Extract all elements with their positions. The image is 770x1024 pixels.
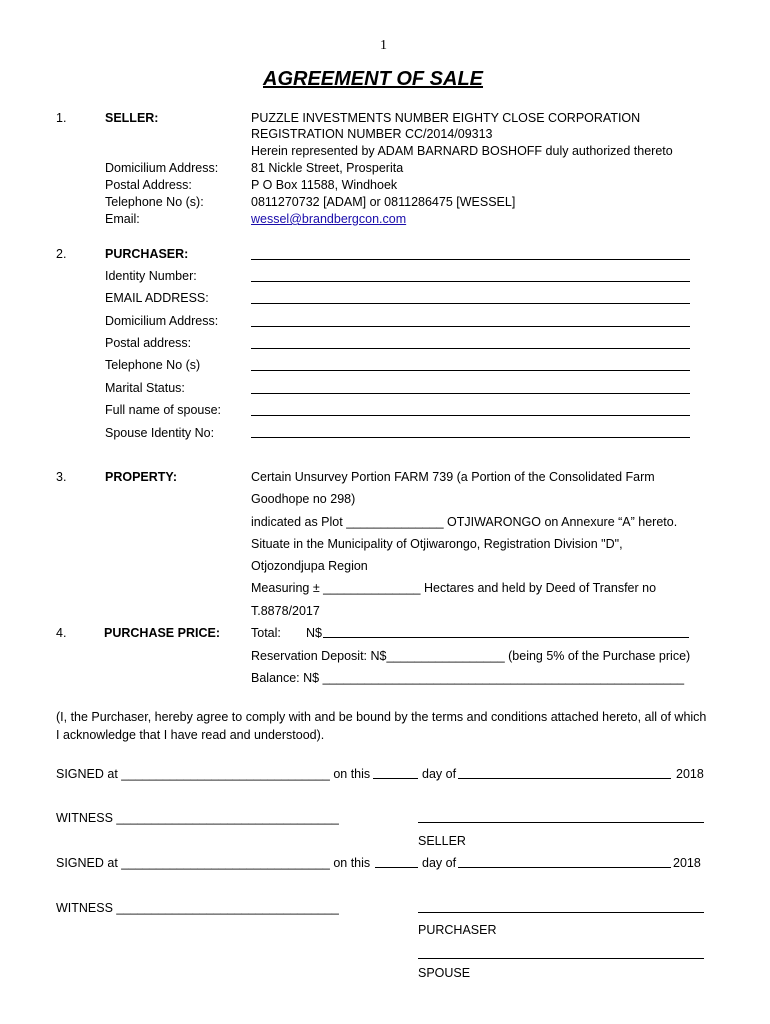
price-balance: Balance: N$ ____________________________________________________ — [251, 671, 685, 685]
section-number-purchaser: 2. — [56, 247, 67, 261]
signed-day-line-seller[interactable] — [373, 778, 418, 779]
purchaser-spouse-id-line[interactable] — [251, 437, 690, 438]
document-title: AGREEMENT OF SALE — [263, 68, 484, 90]
section-number-seller: 1. — [56, 111, 67, 125]
purchaser-postal-line[interactable] — [251, 348, 690, 349]
seller-domicilium-value: 81 Nickle Street, Prosperita — [251, 161, 404, 175]
property-line: Measuring ± ______________ Hectares and held by Deed of Transfer no — [251, 581, 657, 595]
price-total-line[interactable] — [323, 637, 689, 638]
purchaser-field-label: Marital Status: — [105, 381, 185, 395]
section-number-price: 4. — [56, 626, 67, 640]
purchaser-field-label: Full name of spouse: — [105, 403, 222, 417]
property-line: indicated as Plot ______________ OTJIWARONGO on Annexure “A” hereto. — [251, 515, 678, 529]
day-of-label-seller: day of — [422, 767, 457, 781]
purchaser-field-label: Identity Number: — [105, 269, 197, 283]
purchaser-signature-label: PURCHASER — [418, 923, 497, 937]
seller-postal-label: Postal Address: — [105, 178, 192, 192]
seller-signature-label: SELLER — [418, 834, 466, 848]
seller-signature-line[interactable] — [418, 822, 704, 823]
purchaser-domicilium-line[interactable] — [251, 326, 690, 327]
seller-name: PUZZLE INVESTMENTS NUMBER EIGHTY CLOSE CORPORATION — [251, 111, 641, 125]
signed-year-purchaser: 2018 — [673, 856, 701, 870]
seller-registration: REGISTRATION NUMBER CC/2014/09313 — [251, 127, 493, 141]
seller-postal-value: P O Box 11588, Windhoek — [251, 178, 398, 192]
purchaser-field-label: Domicilium Address: — [105, 314, 219, 328]
price-heading: PURCHASE PRICE: — [104, 626, 220, 640]
purchaser-telephone-line[interactable] — [251, 370, 690, 371]
property-line: Certain Unsurvey Portion FARM 739 (a Portion of the Consolidated Farm — [251, 470, 655, 484]
signed-year-seller: 2018 — [676, 767, 704, 781]
price-total-label: Total: — [251, 626, 281, 640]
purchaser-spouse-name-line[interactable] — [251, 415, 690, 416]
page-number: 1 — [380, 38, 387, 53]
seller-telephone-label: Telephone No (s): — [105, 195, 204, 209]
seller-heading: SELLER: — [105, 111, 159, 125]
spouse-signature-label: SPOUSE — [418, 966, 471, 980]
property-line: Goodhope no 298) — [251, 492, 356, 506]
agreement-statement: I acknowledge that I have read and understood). — [56, 728, 325, 742]
purchaser-marital-line[interactable] — [251, 393, 690, 394]
witness-purchaser: WITNESS ________________________________ — [56, 901, 339, 915]
purchaser-signature-line[interactable] — [418, 912, 704, 913]
signed-at-seller: SIGNED at ______________________________ on this — [56, 767, 371, 781]
signed-at-purchaser: SIGNED at ______________________________ on this — [56, 856, 371, 870]
purchaser-identity-line[interactable] — [251, 281, 690, 282]
seller-represented: Herein represented by ADAM BARNARD BOSHOFF duly authorized thereto — [251, 144, 673, 158]
property-line: Situate in the Municipality of Otjiwarongo, Registration Division "D", — [251, 537, 623, 551]
seller-telephone-value: 0811270732 [ADAM] or 0811286475 [WESSEL] — [251, 195, 516, 209]
purchaser-name-line[interactable] — [251, 259, 690, 260]
witness-seller: WITNESS ________________________________ — [56, 811, 339, 825]
signed-month-line-purchaser[interactable] — [458, 867, 671, 868]
seller-email-label: Email: — [105, 212, 140, 226]
signed-month-line-seller[interactable] — [458, 778, 671, 779]
day-of-label-purchaser: day of — [422, 856, 457, 870]
price-deposit: Reservation Deposit: N$_________________ (being 5% of the Purchase price) — [251, 649, 691, 663]
seller-domicilium-label: Domicilium Address: — [105, 161, 219, 175]
section-number-property: 3. — [56, 470, 67, 484]
seller-email-link[interactable]: wessel@brandbergcon.com — [251, 212, 407, 226]
purchaser-field-label: Telephone No (s) — [105, 358, 201, 372]
purchaser-field-label: Postal address: — [105, 336, 192, 350]
signed-day-line-purchaser[interactable] — [375, 867, 418, 868]
property-heading: PROPERTY: — [105, 470, 177, 484]
property-line: T.8878/2017 — [251, 604, 320, 618]
agreement-statement: (I, the Purchaser, hereby agree to comply with and be bound by the terms and conditions attached hereto, all of which — [56, 710, 707, 724]
purchaser-field-label: EMAIL ADDRESS: — [105, 291, 209, 305]
property-line: Otjozondjupa Region — [251, 559, 368, 573]
spouse-signature-line[interactable] — [418, 958, 704, 959]
purchaser-field-label: Spouse Identity No: — [105, 426, 215, 440]
purchaser-heading: PURCHASER: — [105, 247, 189, 261]
price-total-currency: N$ — [306, 626, 322, 640]
purchaser-email-line[interactable] — [251, 303, 690, 304]
